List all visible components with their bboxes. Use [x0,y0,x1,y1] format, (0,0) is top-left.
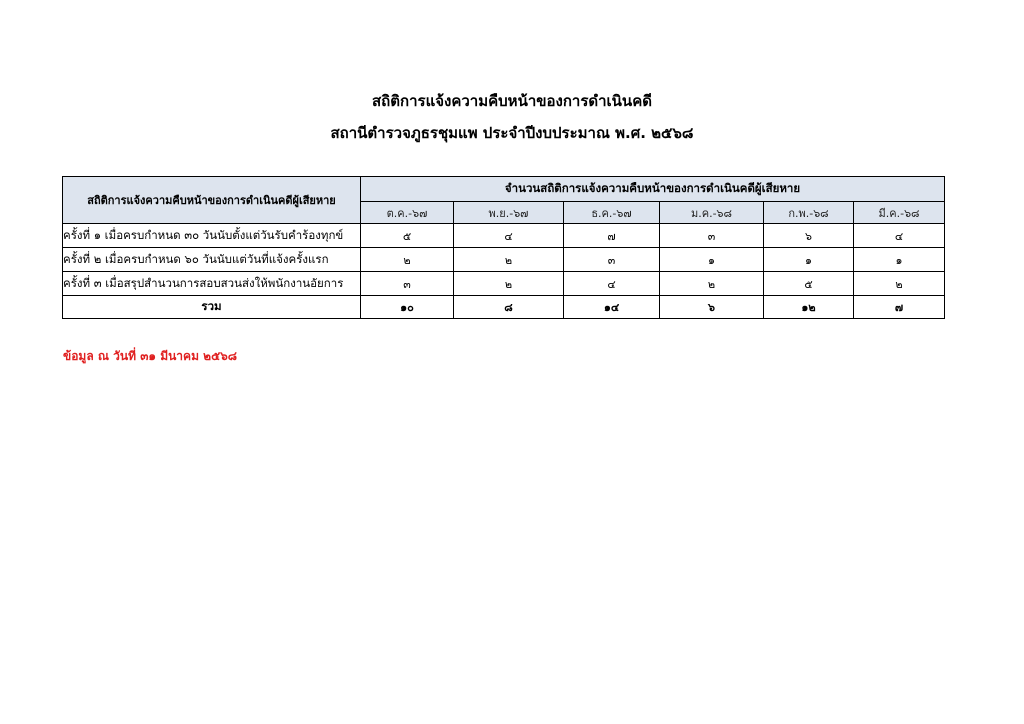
table-cell: ๓ [361,272,454,296]
table-cell: ๗ [564,224,660,248]
month-header: ต.ค.-๖๗ [361,202,454,224]
total-cell: ๑๔ [564,296,660,319]
table-cell: ๕ [361,224,454,248]
table-cell: ๖ [764,224,854,248]
statistics-table [62,176,945,319]
table-cell: ๒ [454,272,564,296]
table-row [63,224,945,248]
total-cell: ๖ [660,296,764,319]
page-subtitle: สถานีตำรวจภูธรชุมแพ ประจำปีงบประมาณ พ.ศ. ๒๕๖๘ [330,124,694,142]
total-cell: ๘ [454,296,564,319]
row-label: ครั้งที่ ๑ เมื่อครบกำหนด ๓๐ วันนับตั้งแต่วันรับคำร้องทุกข์ [63,224,361,248]
table-cell: ๔ [564,272,660,296]
table-group-header: จำนวนสถิติการแจ้งความคืบหน้าของการดำเนินคดีผู้เสียหาย [361,177,945,202]
total-cell: ๑๐ [361,296,454,319]
row-label: ครั้งที่ ๒ เมื่อครบกำหนด ๖๐ วันนับแต่วันที่แจ้งครั้งแรก [63,248,361,272]
data-date-note: ข้อมูล ณ วันที่ ๓๑ มีนาคม ๒๕๖๘ [63,349,238,363]
month-header: มี.ค.-๖๘ [854,202,945,224]
total-cell: ๑๒ [764,296,854,319]
table-cell: ๓ [660,224,764,248]
table-row [63,248,945,272]
row-label: ครั้งที่ ๓ เมื่อสรุปสำนวนการสอบสวนส่งให้พนักงานอัยการ [63,272,361,296]
table-cell: ๑ [764,248,854,272]
total-cell: ๗ [854,296,945,319]
table-cell: ๑ [660,248,764,272]
table-cell: ๔ [854,224,945,248]
month-header: พ.ย.-๖๗ [454,202,564,224]
table-cell: ๒ [454,248,564,272]
table-cell: ๓ [564,248,660,272]
table-cell: ๒ [660,272,764,296]
total-label: รวม [63,296,361,319]
table-row [63,272,945,296]
month-header: ก.พ.-๖๘ [764,202,854,224]
page-title: สถิติการแจ้งความคืบหน้าของการดำเนินคดี [372,92,652,110]
table-cell: ๕ [764,272,854,296]
table-cell: ๑ [854,248,945,272]
table-cell: ๒ [361,248,454,272]
table-cell: ๒ [854,272,945,296]
total-row [63,296,945,319]
month-header: ธ.ค.-๖๗ [564,202,660,224]
table-corner-header: สถิติการแจ้งความคืบหน้าของการดำเนินคดีผู้เสียหาย [63,177,361,224]
month-header: ม.ค.-๖๘ [660,202,764,224]
table-cell: ๔ [454,224,564,248]
